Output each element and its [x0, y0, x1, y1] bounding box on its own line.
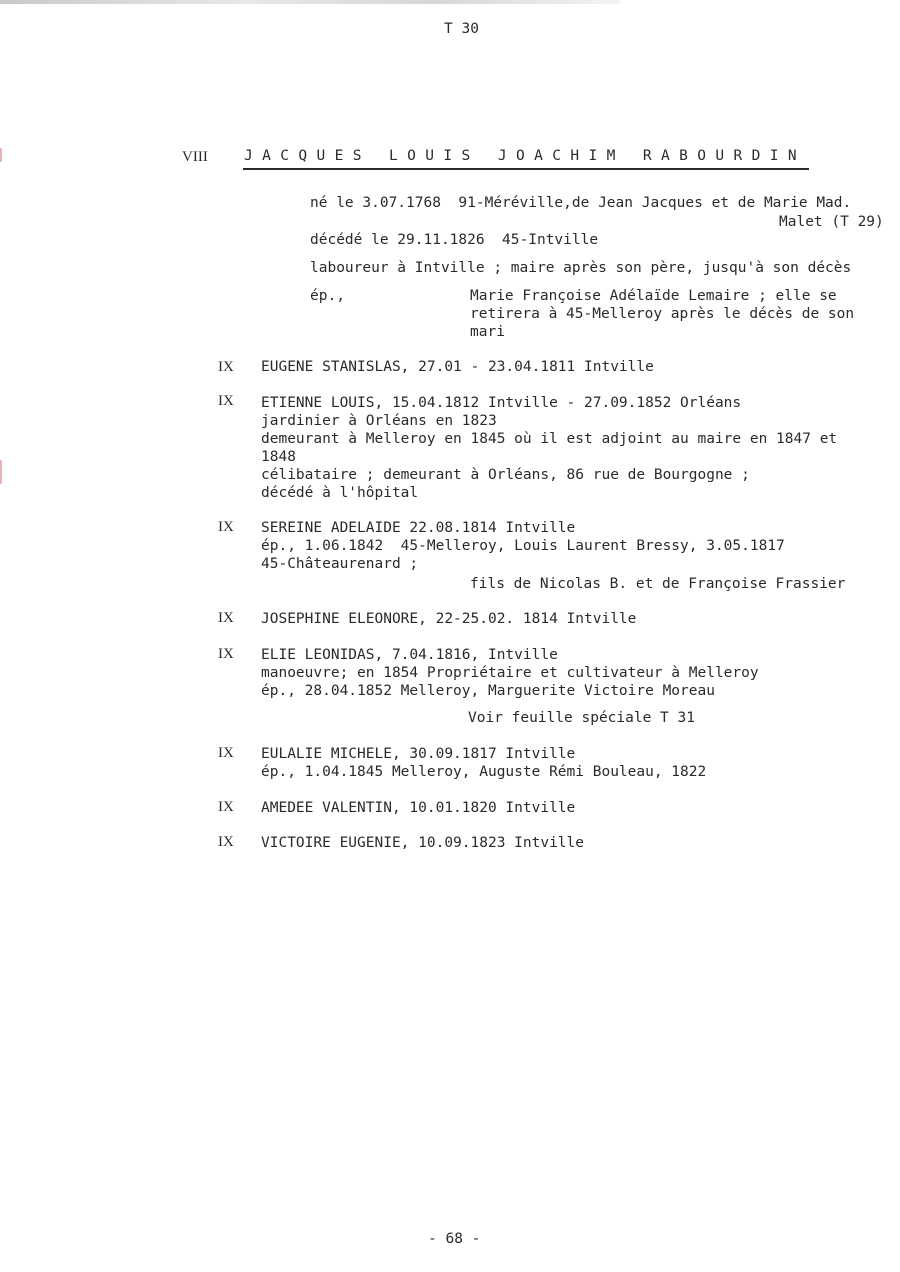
child-generation: IX [218, 745, 234, 761]
scan-artifact [0, 0, 620, 4]
spouse-line: mari [470, 324, 505, 340]
child-entry-note: Voir feuille spéciale T 31 [468, 710, 695, 726]
child-entry-line: AMEDEE VALENTIN, 10.01.1820 Intville [261, 800, 576, 816]
spouse-label: ép., [310, 288, 345, 304]
child-entry-line: demeurant à Melleroy en 1845 où il est adjoint au maire en 1847 et [261, 431, 838, 447]
child-entry-line: JOSEPHINE ELEONORE, 22-25.02. 1814 Intville [261, 611, 637, 627]
spouse-line: Marie Françoise Adélaïde Lemaire ; elle se [470, 288, 837, 304]
birth-line-cont: Malet (T 29) [779, 214, 884, 230]
child-entry-line: ELIE LEONIDAS, 7.04.1816, Intville [261, 647, 558, 663]
child-generation: IX [218, 799, 234, 815]
child-generation: IX [218, 646, 234, 662]
child-entry-line: ETIENNE LOUIS, 15.04.1812 Intville - 27.09.1852 Orléans [261, 395, 742, 411]
child-entry-line: 45-Châteaurenard ; [261, 556, 419, 572]
child-entry-line: ép., 1.04.1845 Melleroy, Auguste Rémi Bouleau, 1822 [261, 764, 707, 780]
child-entry-line: 1848 [261, 449, 296, 465]
page-number: - 68 - [428, 1231, 481, 1247]
child-entry-line: ép., 1.06.1842 45-Melleroy, Louis Laurent Bressy, 3.05.1817 [261, 538, 785, 554]
child-entry-line: SEREINE ADELAIDE 22.08.1814 Intville [261, 520, 576, 536]
child-generation: IX [218, 519, 234, 535]
child-entry-line: jardinier à Orléans en 1823 [261, 413, 497, 429]
death-line: décédé le 29.11.1826 45-Intville [310, 232, 599, 248]
occupation-line: laboureur à Intville ; maire après son père, jusqu'à son décès [310, 260, 852, 276]
generation-label: VIII [182, 149, 208, 165]
child-entry-line: manoeuvre; en 1854 Propriétaire et cultivateur à Melleroy [261, 665, 759, 681]
child-entry-line: VICTOIRE EUGENIE, 10.09.1823 Intville [261, 835, 585, 851]
child-entry-line: ép., 28.04.1852 Melleroy, Marguerite Victoire Moreau [261, 683, 715, 699]
child-entry-line: décédé à l'hôpital [261, 485, 419, 501]
birth-line: né le 3.07.1768 91-Méréville,de Jean Jacques et de Marie Mad. [310, 195, 852, 211]
title-underline [243, 168, 809, 170]
child-entry-line: EULALIE MICHELE, 30.09.1817 Intville [261, 746, 576, 762]
child-generation: IX [218, 359, 234, 375]
child-entry-line: célibataire ; demeurant à Orléans, 86 rue de Bourgogne ; [261, 467, 750, 483]
child-generation: IX [218, 610, 234, 626]
margin-mark [0, 460, 2, 484]
child-entry-line: EUGENE STANISLAS, 27.01 - 23.04.1811 Intville [261, 359, 654, 375]
child-generation: IX [218, 834, 234, 850]
margin-mark [0, 148, 2, 162]
person-name-title: JACQUES LOUIS JOACHIM RABOURDIN [244, 148, 807, 164]
spouse-line: retirera à 45-Melleroy après le décès de son [470, 306, 855, 322]
child-generation: IX [218, 393, 234, 409]
page-code: T 30 [444, 21, 479, 37]
child-entry-note: fils de Nicolas B. et de Françoise Frassier [470, 576, 846, 592]
